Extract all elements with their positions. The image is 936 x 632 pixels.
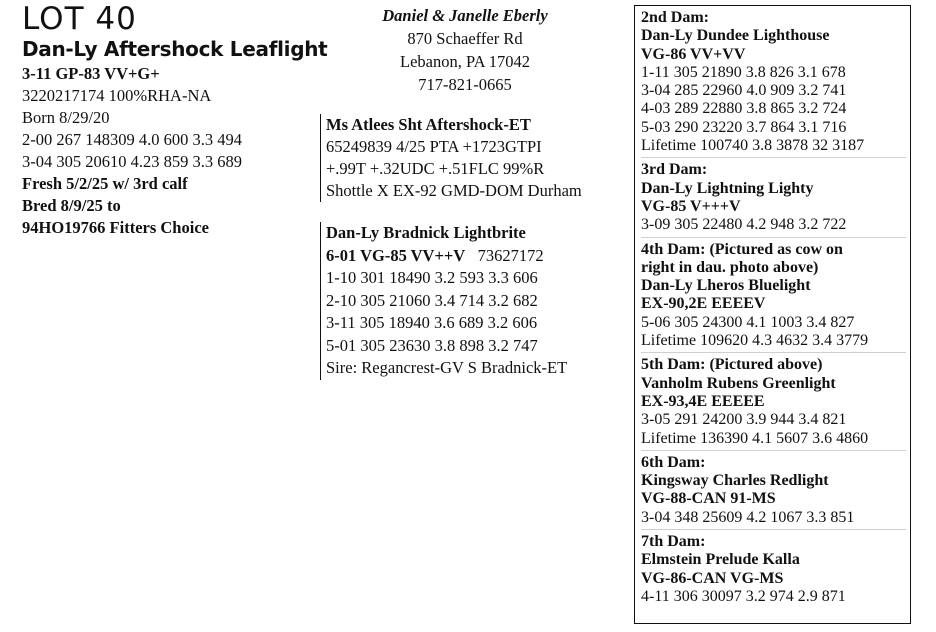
cow-details — [22, 63, 242, 239]
dam-record: 1-10 301 18490 3.2 593 3.3 606 — [326, 268, 538, 287]
dam-section-record: Lifetime 136390 4.1 5607 3.6 4860 — [641, 429, 869, 447]
dam-section-heading: Dan-Ly Lightning Lighty — [641, 179, 814, 197]
cow-detail-line: Bred 8/9/25 to — [22, 196, 121, 215]
dam-section-heading: Vanholm Rubens Greenlight — [641, 374, 836, 392]
dam-section-record: 3-05 291 24200 3.9 944 3.4 821 — [641, 411, 847, 429]
dam-section-heading: 7th Dam: — [641, 533, 706, 551]
sire-line: +.99T +.32UDC +.51FLC 99%R — [326, 159, 545, 178]
dam-section-heading: VG-86 VV+VV — [641, 45, 746, 63]
dam-section — [641, 9, 906, 158]
consignor-address: 870 Schaeffer Rd — [407, 29, 523, 48]
dam-sire: Sire: Regancrest-GV S Bradnick-ET — [326, 358, 568, 377]
dam-section-heading: VG-85 V+++V — [641, 197, 741, 215]
dam-section-record: 3-09 305 22480 4.2 948 3.2 722 — [641, 216, 847, 234]
dam-section-heading: 4th Dam: (Pictured as cow on — [641, 240, 843, 258]
dam-section-heading: VG-86-CAN VG-MS — [641, 569, 784, 587]
dam-record: 5-01 305 23630 3.8 898 3.2 747 — [326, 335, 538, 355]
dam-section — [641, 241, 906, 354]
dam-section — [641, 161, 906, 237]
dam-section-heading: VG-88-CAN 91-MS — [641, 490, 776, 508]
dam-registration: 73627172 — [477, 245, 544, 265]
dam-section — [641, 356, 906, 450]
dam-section-record: Lifetime 109620 4.3 4632 3.4 3779 — [641, 332, 869, 350]
dam-section-heading: Elmstein Prelude Kalla — [641, 551, 800, 569]
dam-section-heading: Kingsway Charles Redlight — [641, 472, 829, 490]
sire-line: 65249839 4/25 PTA +1723GTPI — [326, 137, 542, 156]
cow-detail-line: 3220217174 100%RHA-NA — [22, 86, 212, 105]
dam-section-record: 5-06 305 24300 4.1 1003 3.4 827 — [641, 313, 855, 331]
dam-section-heading: 2nd Dam: — [641, 9, 710, 26]
dam-section-heading: Dan-Ly Dundee Lighthouse — [641, 27, 830, 45]
maternal-pedigree-box — [634, 5, 911, 624]
consignor-city: Lebanon, PA 17042 — [399, 52, 531, 71]
cow-name: Dan-Ly Aftershock Leaflight — [22, 37, 328, 61]
cow-detail-line: 3-11 GP-83 VV+G+ — [22, 64, 160, 83]
dam-section-heading: 3rd Dam: — [641, 161, 708, 179]
dam-section-heading: 6th Dam: — [641, 453, 706, 471]
dam-section-record: 5-03 290 23220 3.7 864 3.1 716 — [641, 118, 847, 136]
dam-section-record: 3-04 285 22960 4.0 909 3.2 741 — [641, 82, 847, 100]
cow-detail-line: Fresh 5/2/25 w/ 3rd calf — [22, 174, 188, 193]
sire-block — [320, 114, 582, 202]
cow-detail-line: 94HO19766 Fitters Choice — [22, 218, 209, 237]
dam-section-heading: EX-90,2E EEEEV — [641, 295, 766, 313]
dam-section-record: 4-03 289 22880 3.8 865 3.2 724 — [641, 100, 847, 118]
dam-section-record: 4-11 306 30097 3.2 974 2.9 871 — [641, 587, 846, 605]
sire-name: Ms Atlees Sht Aftershock-ET — [326, 115, 531, 134]
lot-title: LOT 40 — [22, 1, 137, 37]
dam-section-record: Lifetime 100740 3.8 3878 32 3187 — [641, 137, 865, 155]
dam-name: Dan-Ly Bradnick Lightbrite — [326, 223, 526, 242]
dam-block — [320, 222, 567, 380]
dam-section — [641, 454, 906, 530]
consignor-name: Daniel & Janelle Eberly — [382, 6, 548, 25]
cow-detail-line: Born 8/29/20 — [22, 108, 110, 127]
dam-record: 3-11 305 18940 3.6 689 3.2 606 — [326, 313, 538, 332]
dam-record: 2-10 305 21060 3.4 714 3.2 682 — [326, 290, 538, 310]
dam-section-heading: 5th Dam: (Pictured above) — [641, 356, 823, 374]
sire-line: Shottle X EX-92 GMD-DOM Durham — [326, 181, 582, 200]
cow-detail-line: 3-04 305 20610 4.23 859 3.3 689 — [22, 152, 242, 171]
dam-section — [641, 533, 906, 608]
dam-section-heading: EX-93,4E EEEEE — [641, 392, 765, 410]
consignor-phone: 717-821-0665 — [418, 75, 512, 94]
dam-section-record: 1-11 305 21890 3.8 826 3.1 678 — [641, 63, 846, 81]
consignor-contact — [340, 4, 590, 96]
dam-section-record: 3-04 348 25609 4.2 1067 3.3 851 — [641, 508, 855, 526]
cow-detail-line: 2-00 267 148309 4.0 600 3.3 494 — [22, 130, 242, 149]
dam-section-heading: Dan-Ly Lheros Bluelight — [641, 277, 811, 295]
dam-classification: 6-01 VG-85 VV++V — [326, 245, 466, 265]
dam-section-heading: right in dau. photo above) — [641, 258, 819, 276]
